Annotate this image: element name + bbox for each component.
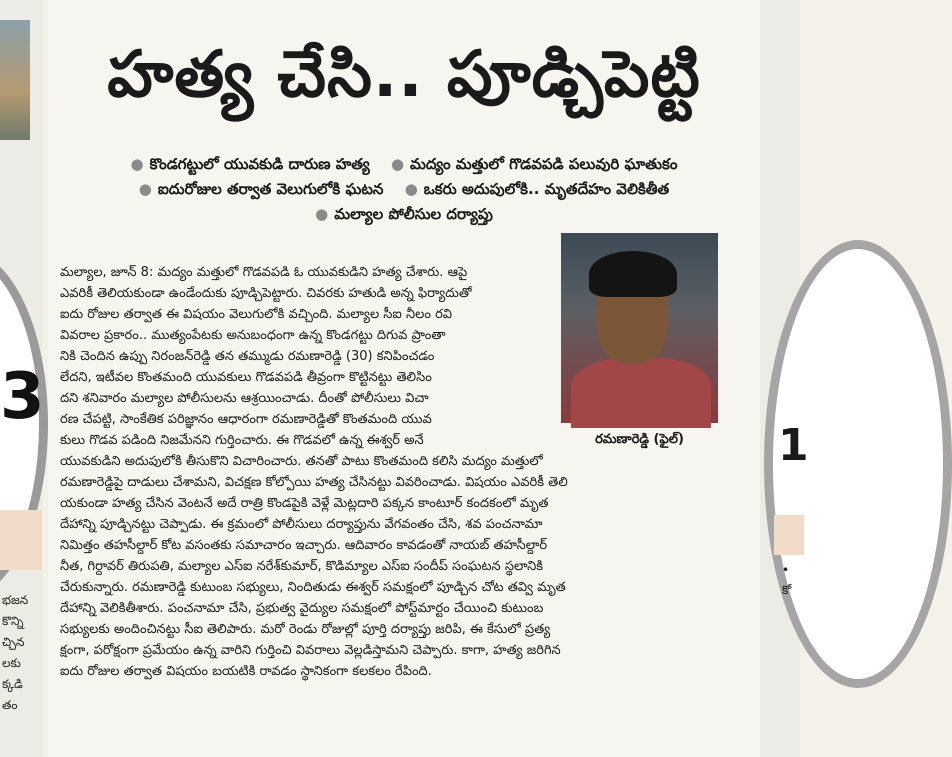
article-body-wrapped — [60, 262, 550, 451]
headline: హత్య చేసి.. పూడ్చిపెట్టి — [107, 38, 701, 112]
subheading-row — [48, 177, 760, 202]
adjacent-text-fragment: • కో — [782, 563, 792, 597]
bullet-icon: ● — [404, 180, 418, 198]
body-line: లేదని, ఇటీవల కొంతమంది యువకులు గొడవపడి తీవ్రంగా కొట్టినట్టు తెలిసిం — [60, 370, 432, 385]
body-line: ఎవరికీ తెలియకుండా ఉండేందుకు పూడ్చిపెట్టారు. చివరకు హతుడి అన్న ఫిర్యాదుతో — [60, 286, 472, 301]
adjacent-highlight — [0, 510, 42, 570]
bullet-icon: ● — [315, 205, 329, 223]
body-line: సభ్యులకు అందించినట్టు సీఐ తెలిపారు. మరో రెండు రోజుల్లో పూర్తి దర్యాప్తు జరిపి, ఈ కేసులో ప్రత్య — [60, 622, 551, 637]
body-line: యకుండా హత్య చేసిన వెంటనే అదే రాత్రి కొండపైకి వెళ్లే మెట్లదారి పక్కన కాంటూర్ కందకంలో మృత — [60, 496, 549, 511]
adjacent-text-fragment: భజన కొన్ని చ్చిన లకు క్కడి తం — [2, 593, 29, 712]
subheading-row — [48, 202, 760, 227]
subheading-item: ● ఒకరు అదుపులోకి.. మృతదేహం వెలికితీత — [404, 180, 670, 198]
article-body-full — [60, 451, 750, 682]
article-body — [60, 262, 756, 682]
subheading-item: ● కొండగట్టులో యువకుడి దారుణ హత్య — [130, 155, 370, 173]
subheading-list — [48, 152, 760, 227]
subheading-item: ● ఐదురోజుల తర్వాత వెలుగులోకి ఘటన — [138, 180, 384, 198]
adjacent-number: 3 — [0, 360, 45, 434]
body-line: నికి చెందిన ఉప్పు నిరంజన్‌రెడ్డి తన తమ్ముడు రమణారెడ్డి (30) కనిపించడం — [60, 349, 435, 364]
subheading-item: ● మల్యాల పోలీసుల దర్యాప్తు — [315, 205, 493, 223]
adjacent-number: 1 — [778, 420, 809, 471]
bullet-icon: ● — [138, 180, 152, 198]
body-line: కులు గొడవ పడింది నిజమేనని గుర్తించారు. ఈ గొడవలో ఉన్న ఈశ్వర్ అనే — [60, 433, 424, 448]
body-line: క్షంగా, పరోక్షంగా ప్రమేయం ఉన్న వారిని గుర్తించి వివరాలు వెల్లడిస్తామని చెప్పారు. కాగా, హత్య జరిగిన — [60, 643, 561, 658]
bullet-icon: ● — [390, 155, 405, 173]
body-line: రమణారెడ్డిపై దాడులు చేశామని, విచక్షణ కోల్పోయి హత్య చేసినట్టు వివరించాడు. విషయం ఎవరికీ తెలి — [60, 475, 568, 490]
body-line: వివరాల ప్రకారం.. ముత్యంపేటకు అనుబంధంగా ఉన్న కొండగట్టు దిగువ ప్రాంతా — [60, 328, 446, 343]
adjacent-column-right — [760, 0, 809, 757]
photo-caption: రమణారెడ్డి (ఫైల్) — [595, 432, 684, 447]
body-line: రణ చేపట్టి, సాంకేతిక పరిజ్ఞానం ఆధారంగా రమణారెడ్డితో కొంతమంది యువ — [60, 412, 432, 427]
adjacent-column-left — [0, 0, 45, 757]
body-line: నీత, గిర్దావర్ తిరుపతి, మల్యాల ఎస్ఐ నరేశ్‌కుమార్, కొడిమ్యాల ఎస్ఐ సందీప్ సంఘటన స్థలానికి — [60, 559, 544, 574]
body-line: యువకుడిని అదుపులోకి తీసుకొని విచారించారు. తనతో పాటు కొంతమంది కలిసి మద్యం మత్తులో — [60, 454, 543, 469]
body-line: ఐదు రోజుల తర్వాత విషయం బయటికి రావడం స్థానికంగా కలకలం రేపింది. — [60, 664, 432, 679]
body-line: ఐదు రోజుల తర్వాత ఈ విషయం వెలుగులోకి వచ్చింది. మల్యాల సీఐ నీలం రవి — [60, 307, 453, 322]
body-line: దేహాన్ని వెలికితీశారు. పంచనామా చేసి, ప్రభుత్వ వైద్యుల సమక్షంలో పోస్ట్‌మార్టం చేయించి కుటుంబ — [60, 601, 544, 616]
bullet-icon: ● — [130, 155, 144, 173]
body-line: చేరుకున్నారు. రమణారెడ్డి కుటుంబ సభ్యులు, నిందితుడు ఈశ్వర్ సమక్షంలో పూడ్చిన చోట తవ్వి మృత — [60, 580, 566, 595]
adjacent-highlight — [774, 515, 804, 555]
subheading-row — [48, 152, 760, 177]
body-line: దని శనివారం మల్యాల పోలీసులను ఆశ్రయించాడు. దీంతో పోలీసులు విచా — [60, 391, 429, 406]
adjacent-photo — [0, 20, 30, 140]
body-line: నిమిత్తం తహసీల్దార్ కోట వసంతకు సమాచారం ఇచ్చారు. ఆదివారం కావడంతో నాయబ్ తహసీల్దార్ — [60, 538, 548, 553]
body-line: మల్యాల, జూన్ 8: మద్యం మత్తులో గొడవపడి ఓ యువకుడిని హత్య చేశారు. ఆపై — [60, 265, 468, 280]
subheading-item: ● మద్యం మత్తులో గొడవపడి పలువురి ఘాతుకం — [390, 155, 678, 173]
body-line: దేహాన్ని పూడ్చినట్టు చెప్పాడు. ఈ క్రమంలో పోలీసులు దర్యాప్తును వేగవంతం చేసి, శవ పంచనామా — [60, 517, 543, 532]
news-article — [48, 0, 760, 757]
